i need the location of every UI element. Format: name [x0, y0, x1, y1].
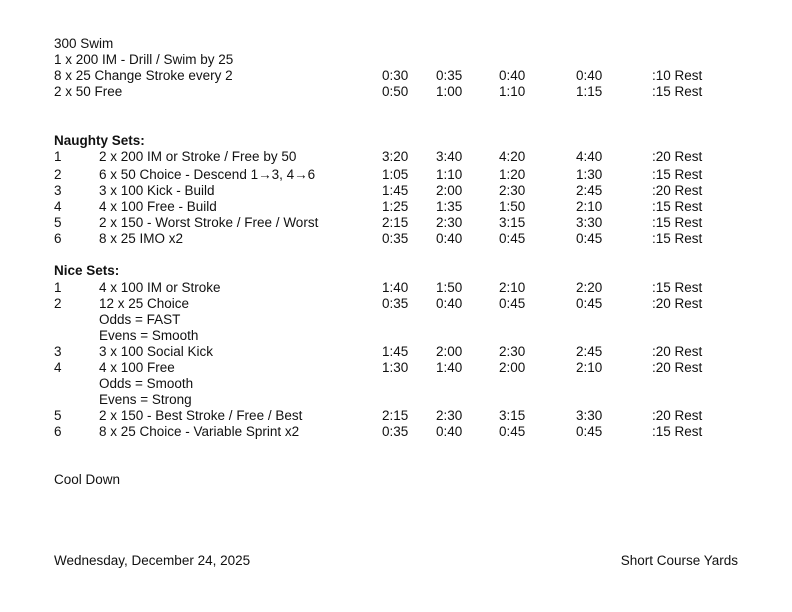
naughty-sets-heading: Naughty Sets: — [54, 133, 145, 148]
interval-2: 1:00 — [436, 84, 463, 99]
interval-4: 2:45 — [576, 183, 603, 198]
nice-set-row — [0, 296, 792, 312]
rest-time: :20 Rest — [652, 296, 703, 311]
set-number: 1 — [54, 280, 62, 295]
warmup-text: 1 x 200 IM - Drill / Swim by 25 — [54, 52, 234, 67]
interval-1: 0:30 — [382, 68, 409, 83]
set-description: 2 x 150 - Worst Stroke / Free / Worst — [99, 215, 319, 230]
set-number: 2 — [54, 167, 62, 182]
cooldown-label: Cool Down — [54, 472, 121, 487]
rest-time: :20 Rest — [652, 149, 703, 164]
interval-1: 1:05 — [382, 167, 409, 182]
set-number: 2 — [54, 296, 62, 311]
set-description: 8 x 25 Choice - Variable Sprint x2 — [99, 424, 300, 439]
interval-4: 2:45 — [576, 344, 603, 359]
interval-2: 2:00 — [436, 344, 463, 359]
nice-sets-heading-row — [0, 263, 792, 279]
interval-2: 0:40 — [436, 424, 463, 439]
nice-set-note-row — [0, 376, 792, 392]
interval-1: 0:35 — [382, 296, 409, 311]
interval-4: 3:30 — [576, 408, 603, 423]
nice-set-row — [0, 360, 792, 376]
cooldown-row — [0, 472, 792, 488]
interval-2: 1:40 — [436, 360, 463, 375]
interval-4: 0:40 — [576, 68, 603, 83]
interval-3: 0:45 — [499, 296, 526, 311]
interval-4: 0:45 — [576, 424, 603, 439]
interval-3: 1:10 — [499, 84, 526, 99]
set-note: Odds = FAST — [99, 312, 181, 327]
interval-2: 0:40 — [436, 296, 463, 311]
set-number: 5 — [54, 408, 62, 423]
set-description: 2 x 200 IM or Stroke / Free by 50 — [99, 149, 297, 164]
interval-4: 0:45 — [576, 231, 603, 246]
set-description: 3 x 100 Social Kick — [99, 344, 214, 359]
set-description: 8 x 25 IMO x2 — [99, 231, 184, 246]
interval-3: 0:45 — [499, 424, 526, 439]
set-number: 3 — [54, 344, 62, 359]
interval-2: 1:10 — [436, 167, 463, 182]
warmup-text: 300 Swim — [54, 36, 114, 51]
interval-1: 1:30 — [382, 360, 409, 375]
interval-1: 0:50 — [382, 84, 409, 99]
set-description: 2 x 150 - Best Stroke / Free / Best — [99, 408, 303, 423]
interval-1: 0:35 — [382, 231, 409, 246]
rest-time: :15 Rest — [652, 280, 703, 295]
footer-course-type: Short Course Yards — [620, 553, 738, 568]
interval-1: 1:45 — [382, 183, 409, 198]
interval-4: 3:30 — [576, 215, 603, 230]
interval-3: 2:00 — [499, 360, 526, 375]
set-number: 1 — [54, 149, 62, 164]
rest-time: :15 Rest — [652, 215, 703, 230]
nice-set-row — [0, 280, 792, 296]
interval-3: 0:45 — [499, 231, 526, 246]
rest-time: :10 Rest — [652, 68, 703, 83]
interval-4: 4:40 — [576, 149, 603, 164]
interval-3: 3:15 — [499, 408, 526, 423]
naughty-set-row — [0, 215, 792, 231]
rest-time: :15 Rest — [652, 424, 703, 439]
interval-4: 2:10 — [576, 360, 603, 375]
set-number: 3 — [54, 183, 62, 198]
set-description: 4 x 100 Free — [99, 360, 175, 375]
rest-time: :20 Rest — [652, 408, 703, 423]
set-description: 6 x 50 Choice - Descend 1→3, 4→6 — [99, 167, 316, 182]
rest-time: :20 Rest — [652, 344, 703, 359]
warmup-row — [0, 84, 792, 100]
interval-2: 0:40 — [436, 231, 463, 246]
nice-set-row — [0, 424, 792, 440]
interval-3: 2:10 — [499, 280, 526, 295]
interval-2: 1:35 — [436, 199, 463, 214]
rest-time: :15 Rest — [652, 84, 703, 99]
interval-1: 2:15 — [382, 215, 409, 230]
set-note: Odds = Smooth — [99, 376, 194, 391]
naughty-set-row — [0, 167, 792, 183]
interval-3: 1:20 — [499, 167, 526, 182]
set-description: 12 x 25 Choice — [99, 296, 190, 311]
interval-2: 1:50 — [436, 280, 463, 295]
set-number: 5 — [54, 215, 62, 230]
naughty-set-row — [0, 231, 792, 247]
naughty-set-row — [0, 199, 792, 215]
set-number: 6 — [54, 231, 62, 246]
nice-set-row — [0, 344, 792, 360]
naughty-sets-heading-row — [0, 133, 792, 149]
interval-4: 0:45 — [576, 296, 603, 311]
interval-3: 3:15 — [499, 215, 526, 230]
interval-4: 1:30 — [576, 167, 603, 182]
rest-time: :15 Rest — [652, 167, 703, 182]
set-number: 4 — [54, 360, 62, 375]
set-description: 4 x 100 Free - Build — [99, 199, 217, 214]
nice-sets-heading: Nice Sets: — [54, 263, 120, 278]
interval-1: 1:25 — [382, 199, 409, 214]
set-description: 3 x 100 Kick - Build — [99, 183, 215, 198]
interval-3: 2:30 — [499, 344, 526, 359]
nice-set-note-row — [0, 328, 792, 344]
naughty-set-row — [0, 149, 792, 165]
footer-date: Wednesday, December 24, 2025 — [54, 553, 251, 568]
nice-set-row — [0, 408, 792, 424]
interval-1: 3:20 — [382, 149, 409, 164]
rest-time: :15 Rest — [652, 231, 703, 246]
warmup-row — [0, 36, 792, 52]
set-note: Evens = Strong — [99, 392, 192, 407]
interval-1: 1:40 — [382, 280, 409, 295]
interval-1: 2:15 — [382, 408, 409, 423]
rest-time: :15 Rest — [652, 199, 703, 214]
set-number: 4 — [54, 199, 62, 214]
interval-3: 1:50 — [499, 199, 526, 214]
set-note: Evens = Smooth — [99, 328, 199, 343]
interval-2: 3:40 — [436, 149, 463, 164]
interval-1: 1:45 — [382, 344, 409, 359]
interval-3: 2:30 — [499, 183, 526, 198]
interval-4: 2:10 — [576, 199, 603, 214]
interval-1: 0:35 — [382, 424, 409, 439]
interval-2: 0:35 — [436, 68, 463, 83]
warmup-row — [0, 52, 792, 68]
rest-time: :20 Rest — [652, 360, 703, 375]
interval-4: 1:15 — [576, 84, 603, 99]
interval-2: 2:30 — [436, 215, 463, 230]
warmup-text: 2 x 50 Free — [54, 84, 123, 99]
warmup-text: 8 x 25 Change Stroke every 2 — [54, 68, 233, 83]
nice-set-note-row — [0, 392, 792, 408]
interval-2: 2:30 — [436, 408, 463, 423]
set-description: 4 x 100 IM or Stroke — [99, 280, 221, 295]
set-number: 6 — [54, 424, 62, 439]
naughty-set-row — [0, 183, 792, 199]
interval-3: 0:40 — [499, 68, 526, 83]
interval-2: 2:00 — [436, 183, 463, 198]
interval-3: 4:20 — [499, 149, 526, 164]
interval-4: 2:20 — [576, 280, 603, 295]
warmup-row — [0, 68, 792, 84]
rest-time: :20 Rest — [652, 183, 703, 198]
nice-set-note-row — [0, 312, 792, 328]
